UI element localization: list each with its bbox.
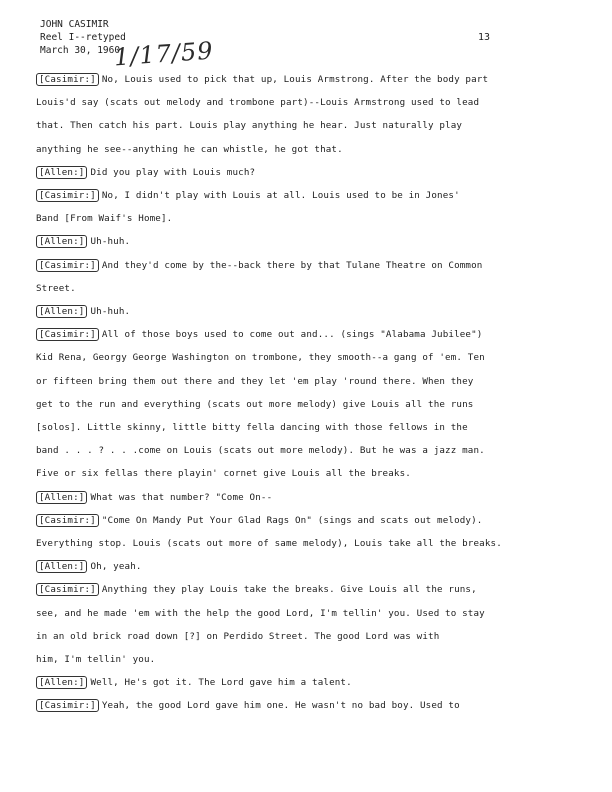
interview-date: March 30, 1960 xyxy=(40,45,121,56)
line-text: Well, He's got it. The Lord gave him a talent. xyxy=(90,677,352,689)
line-text: Kid Rena, Georgy George Washington on trombone, they smooth--a gang of 'em. Ten xyxy=(36,352,485,364)
line-text: What was that number? "Come On-- xyxy=(90,491,273,503)
line-text: Five or six fellas there playin' cornet give Louis all the breaks. xyxy=(36,468,411,480)
transcript-line xyxy=(36,190,460,201)
transcript-line xyxy=(36,376,473,387)
transcript-line xyxy=(36,654,155,665)
speaker-label: [Allen:] xyxy=(36,491,87,504)
transcript-line xyxy=(36,74,488,85)
line-text: No, Louis used to pick that up, Louis Armstrong. After the body part xyxy=(101,74,489,85)
reel-label: Reel I--retyped xyxy=(40,32,126,43)
transcript-line xyxy=(36,167,255,178)
line-text: get to the run and everything (scats out more melody) give Louis all the runs xyxy=(36,398,474,410)
line-text: see, and he made 'em with the help the good Lord, I'm tellin' you. Used to stay xyxy=(36,607,485,619)
line-text: that. Then catch his part. Louis play anything he hear. Just naturally play xyxy=(36,120,463,132)
speaker-label: [Casimir:] xyxy=(36,583,99,596)
speaker-label: [Casimir:] xyxy=(36,189,99,202)
line-text: "Come On Mandy Put Your Glad Rags On" (sings and scats out melody). xyxy=(101,514,483,526)
speaker-label: [Allen:] xyxy=(36,166,87,179)
interviewee-name: JOHN CASIMIR xyxy=(40,19,109,30)
transcript-line xyxy=(36,399,473,410)
transcript-line xyxy=(36,97,479,108)
speaker-label: [Casimir:] xyxy=(36,73,99,86)
transcript-line xyxy=(36,561,142,572)
line-text: in an old brick road down [?] on Perdido Street. The good Lord was with xyxy=(36,630,440,642)
speaker-label: [Casimir:] xyxy=(36,328,99,341)
transcript-line xyxy=(36,144,343,155)
transcript-line xyxy=(36,631,439,642)
line-text: Anything they play Louis take the breaks. Give Louis all the runs, xyxy=(101,584,477,596)
line-text: Everything stop. Louis (scats out more of same melody), Louis take all the breaks. xyxy=(36,538,502,549)
line-text: [solos]. Little skinny, little bitty fella dancing with those fellows in the xyxy=(36,422,468,433)
handwritten-date: 1/17/59 xyxy=(113,36,215,72)
page-number: 13 xyxy=(478,32,491,43)
line-text: Did you play with Louis much? xyxy=(90,166,256,178)
line-text: All of those boys used to come out and... (sings "Alabama Jubilee") xyxy=(101,329,483,341)
line-text: And they'd come by the--back there by that Tulane Theatre on Common xyxy=(101,259,483,271)
transcript-line xyxy=(36,283,76,294)
transcript-line xyxy=(36,422,468,433)
transcript-line xyxy=(36,329,482,340)
line-text: Band [From Waif's Home]. xyxy=(36,213,173,225)
transcript-line xyxy=(36,352,485,363)
speaker-label: [Allen:] xyxy=(36,560,87,573)
speaker-label: [Casimir:] xyxy=(36,259,99,272)
transcript-line xyxy=(36,306,130,317)
transcript-line xyxy=(36,515,482,526)
transcript-line xyxy=(36,492,272,503)
line-text: Uh-huh. xyxy=(90,306,131,317)
transcript-line xyxy=(36,468,411,479)
line-text: Louis'd say (scats out melody and trombone part)--Louis Armstrong used to lead xyxy=(36,97,480,109)
speaker-label: [Casimir:] xyxy=(36,699,99,712)
line-text: Uh-huh. xyxy=(90,236,131,248)
line-text: No, I didn't play with Louis at all. Louis used to be in Jones' xyxy=(101,190,460,201)
transcript-line xyxy=(36,608,485,619)
speaker-label: [Casimir:] xyxy=(36,514,99,527)
transcript-line xyxy=(36,677,352,688)
transcript-line xyxy=(36,120,462,131)
line-text: or fifteen bring them out there and they let 'em play 'round there. When they xyxy=(36,375,474,387)
line-text: Street. xyxy=(36,282,76,294)
transcript-line xyxy=(36,584,477,595)
transcript-line xyxy=(36,213,172,224)
transcript-line xyxy=(36,445,485,456)
speaker-label: [Allen:] xyxy=(36,676,87,689)
transcript-line xyxy=(36,700,460,711)
speaker-label: [Allen:] xyxy=(36,235,87,248)
speaker-label: [Allen:] xyxy=(36,305,87,318)
line-text: anything he see--anything he can whistle, he got that. xyxy=(36,143,343,155)
line-text: band . . . ? . . .come on Louis (scats out more melody). But he was a jazz man. xyxy=(36,445,485,457)
transcript-line xyxy=(36,236,130,247)
line-text: Oh, yeah. xyxy=(90,561,142,573)
line-text: him, I'm tellin' you. xyxy=(36,654,156,665)
transcript-line xyxy=(36,538,502,549)
transcript-line xyxy=(36,260,482,271)
line-text: Yeah, the good Lord gave him one. He wasn't no bad boy. Used to xyxy=(101,700,460,712)
